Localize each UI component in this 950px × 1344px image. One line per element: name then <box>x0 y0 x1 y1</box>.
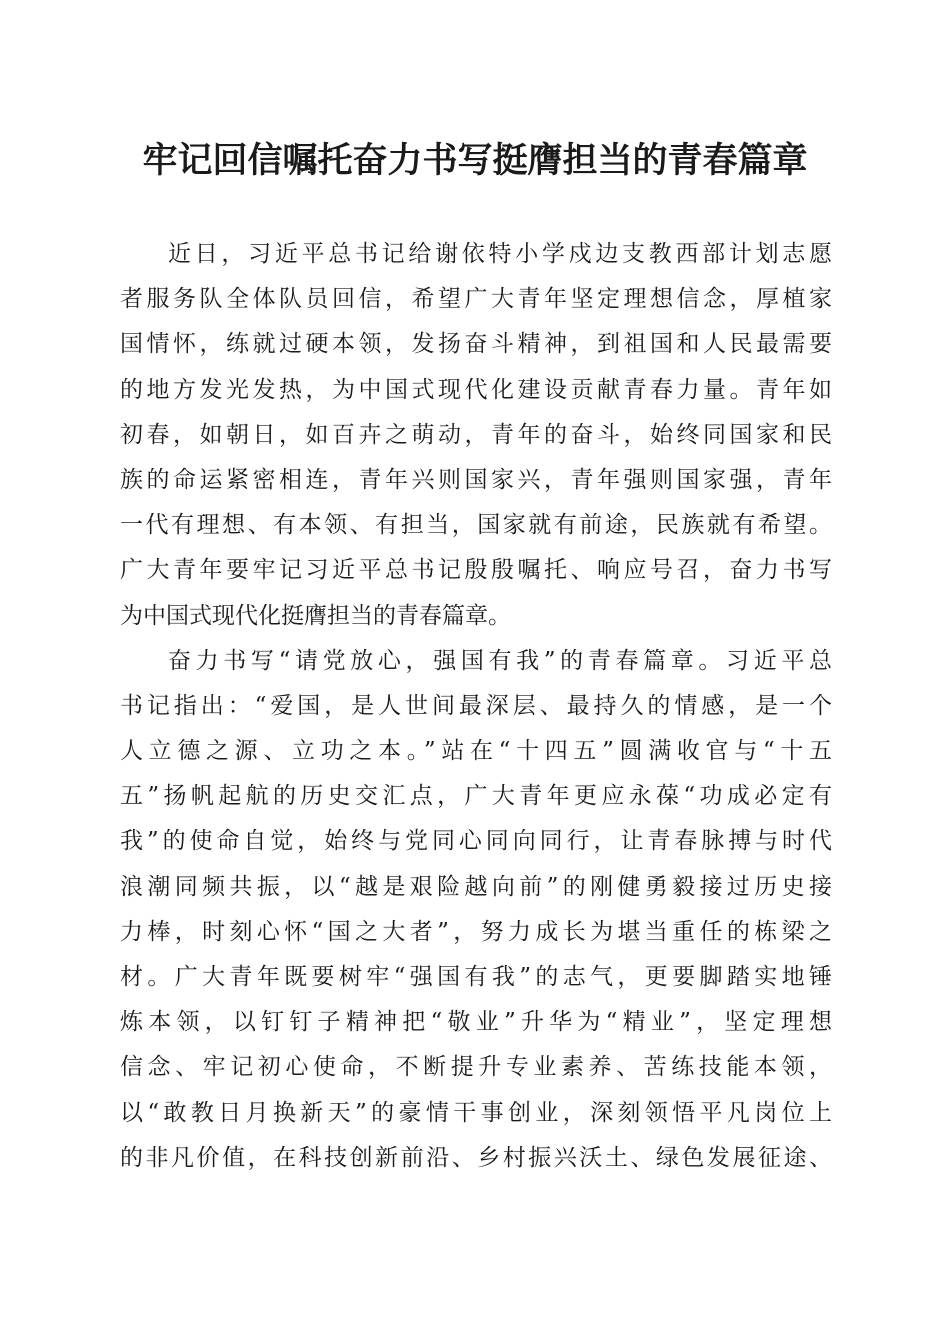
text-line: 炼本领，以钉钉子精神把“敬业”升华为“精业”，坚定理想 <box>120 1009 832 1036</box>
document-title: 牢记回信嘱托奋力书写挺膺担当的青春篇章 <box>142 140 808 181</box>
text-line: 者服务队全体队员回信，希望广大青年坚定理想信念，厚植家 <box>120 286 832 313</box>
text-line: 广大青年要牢记习近平总书记殷殷嘱托、响应号召，奋力书写 <box>120 557 832 584</box>
text-line: 信念、牢记初心使命，不断提升专业素养、苦练技能本领， <box>120 1054 832 1081</box>
text-line: 五”扬帆起航的历史交汇点，广大青年更应永葆“功成必定有 <box>120 783 832 810</box>
text-line: 的地方发光发热，为中国式现代化建设贡献青春力量。青年如 <box>120 376 832 403</box>
document-body <box>120 232 832 1181</box>
text-line: 材。广大青年既要树牢“强国有我”的志气，更要脚踏实地锤 <box>120 964 832 990</box>
text-line: 浪潮同频共振，以“越是艰险越向前”的刚健勇毅接过历史接 <box>120 873 832 900</box>
text-line: 的非凡价值，在科技创新前沿、乡村振兴沃土、绿色发展征途、 <box>120 1144 832 1171</box>
text-line: 人立德之源、立功之本。”站在“十四五”圆满收官与“十五 <box>120 738 832 765</box>
paragraph-1 <box>120 232 832 639</box>
text-line: 一代有理想、有本领、有担当，国家就有前途，民族就有希望。 <box>120 512 832 539</box>
text-line: 以“敢教日月换新天”的豪情干事创业，深刻领悟平凡岗位上 <box>120 1099 832 1126</box>
text-line: 初春，如朝日，如百卉之萌动，青年的奋斗，始终同国家和民 <box>120 421 832 448</box>
text-line: 书记指出：“爱国，是人世间最深层、最持久的情感，是一个 <box>120 692 832 719</box>
text-line: 奋力书写“请党放心，强国有我”的青春篇章。习近平总 <box>168 647 832 674</box>
text-line: 我”的使命自觉，始终与党同心同向同行，让青春脉搏与时代 <box>120 828 832 855</box>
text-line: 族的命运紧密相连，青年兴则国家兴，青年强则国家强，青年 <box>120 466 832 493</box>
paragraph-2 <box>120 639 832 1181</box>
text-line: 近日，习近平总书记给谢依特小学戍边支教西部计划志愿 <box>168 241 832 267</box>
text-line: 为中国式现代化挺膺担当的青春篇章。 <box>120 602 511 629</box>
text-line: 力棒，时刻心怀“国之大者”，努力成长为堪当重任的栋梁之 <box>120 918 832 945</box>
text-line: 国情怀，练就过硬本领，发扬奋斗精神，到祖国和人民最需要 <box>120 331 832 358</box>
